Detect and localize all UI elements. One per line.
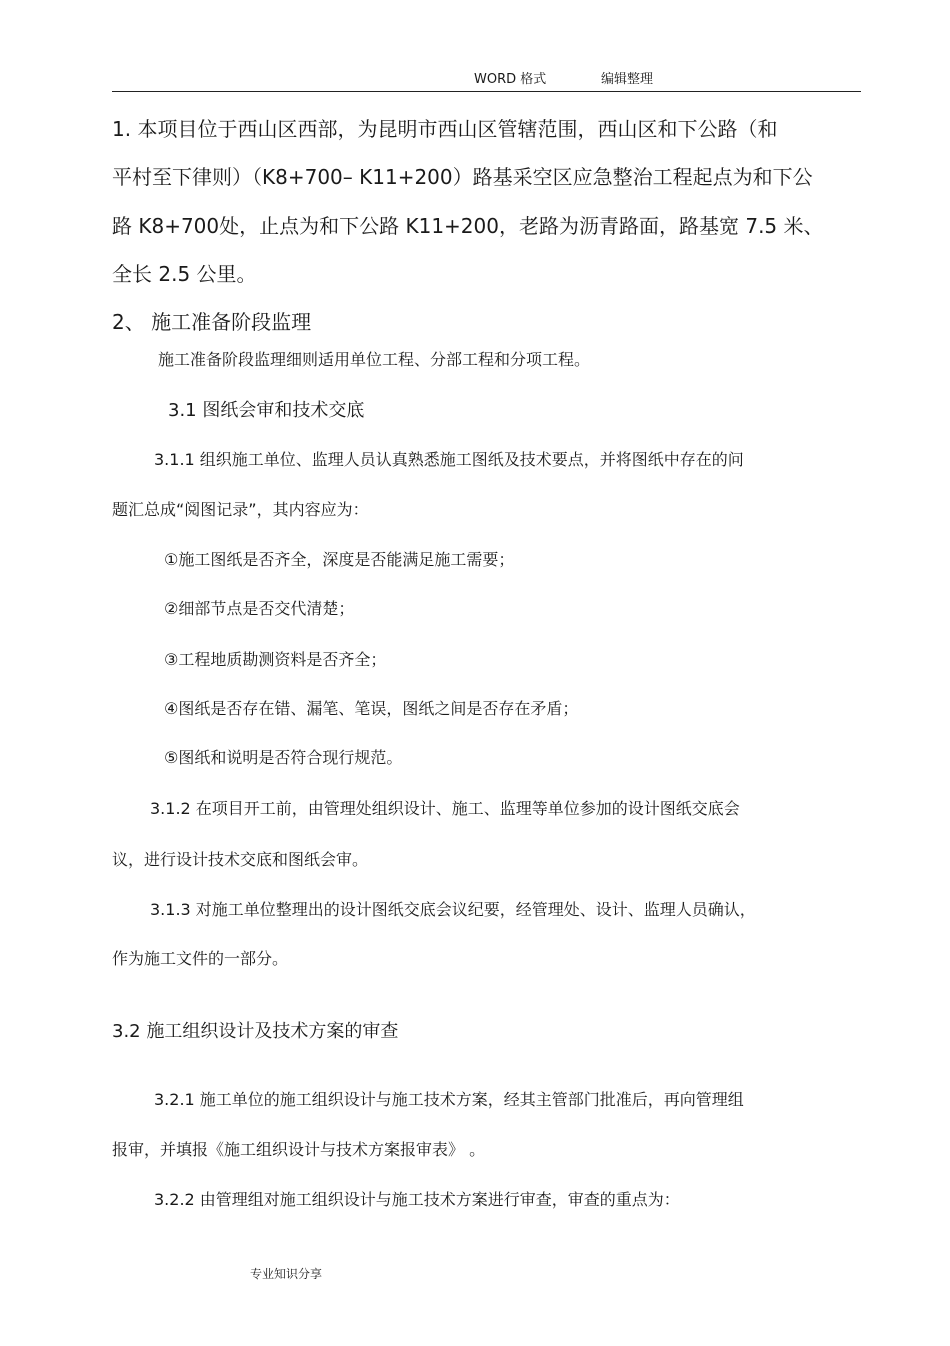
heading-2: 2、 施工准备阶段监理	[112, 310, 312, 334]
para-2: 施工准备阶段监理细则适用单位工程、分部工程和分项工程。	[158, 350, 591, 369]
para-3-1-1-line-2: 题汇总成“阅图记录”，其内容应为：	[112, 500, 369, 519]
para-1-line-4: 全长 2.5 公里。	[112, 262, 257, 286]
header-rule	[112, 91, 861, 92]
heading-3-1: 3.1 图纸会审和技术交底	[168, 400, 365, 421]
header-right: 编辑整理	[601, 72, 654, 87]
list-item-4: ④图纸是否存在错、漏笔、笔误，图纸之间是否存在矛盾；	[164, 699, 579, 718]
para-1-line-2: 平村至下律则）（K8+700– K11+200）路基采空区应急整治工程起点为和下公	[112, 165, 813, 189]
list-item-2: ②细部节点是否交代清楚；	[164, 599, 355, 618]
para-3-2-1-line-1: 3.2.1 施工单位的施工组织设计与施工技术方案，经其主管部门批准后，再向管理组	[154, 1090, 744, 1109]
list-item-1: ①施工图纸是否齐全，深度是否能满足施工需要；	[164, 550, 515, 569]
para-1-line-3: 路 K8+700处，止点为和下公路 K11+200，老路为沥青路面，路基宽 7.5 米、	[112, 214, 824, 238]
para-3-1-1-line-1: 3.1.1 组织施工单位、监理人员认真熟悉施工图纸及技术要点，并将图纸中存在的问	[154, 450, 744, 469]
para-1-line-1: 1. 本项目位于西山区西部，为昆明市西山区管辖范围，西山区和下公路（和	[112, 117, 778, 141]
para-3-1-2-line-2: 议，进行设计技术交底和图纸会审。	[112, 850, 369, 869]
page-header	[0, 68, 950, 88]
para-3-1-3-line-2: 作为施工文件的一部分。	[112, 949, 289, 968]
para-3-1-3-line-1: 3.1.3 对施工单位整理出的设计图纸交底会议纪要，经管理处、设计、监理人员确认，	[150, 900, 756, 919]
page-footer: 专业知识分享	[250, 1267, 323, 1281]
heading-3-2: 3.2 施工组织设计及技术方案的审查	[112, 1021, 399, 1042]
header-left: WORD 格式	[474, 72, 547, 87]
list-item-5: ⑤图纸和说明是否符合现行规范。	[164, 748, 403, 767]
para-3-2-1-line-2: 报审，并填报《施工组织设计与技术方案报审表》 。	[112, 1140, 486, 1159]
para-3-1-2-line-1: 3.1.2 在项目开工前，由管理处组织设计、施工、监理等单位参加的设计图纸交底会	[150, 799, 740, 818]
list-item-3: ③工程地质勘测资料是否齐全；	[164, 650, 387, 669]
para-3-2-2: 3.2.2 由管理组对施工组织设计与施工技术方案进行审查，审查的重点为：	[154, 1190, 680, 1209]
